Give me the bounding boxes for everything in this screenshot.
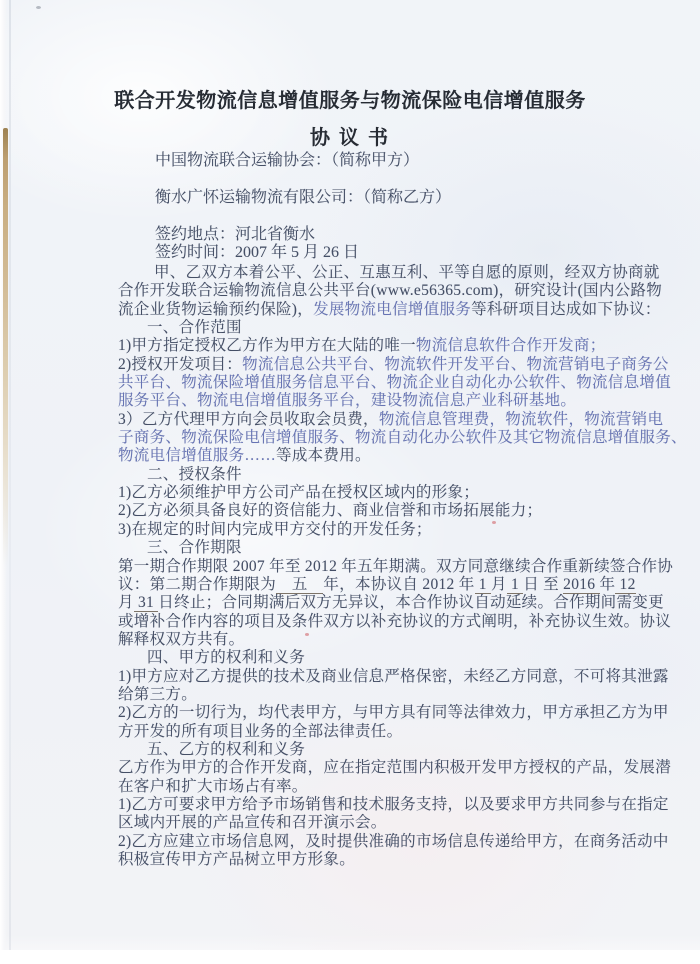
document-line	[118, 723, 663, 741]
text-segment: 给第三方。	[118, 685, 198, 703]
party-a-line: 中国物流联合运输协会：（简称甲方）	[155, 152, 420, 169]
section-heading-line	[118, 466, 663, 484]
document-line	[118, 778, 663, 796]
document-line	[118, 484, 663, 502]
text-segment: 日终止；合同期满后双方无异议，本合作协议自动延续。合作期间需变更	[158, 594, 664, 612]
document-line	[118, 631, 663, 649]
text-segment: 解释权双方共有。	[118, 630, 245, 648]
document-line	[118, 447, 663, 465]
text-segment: 一、合作范围	[147, 319, 242, 337]
document-line	[118, 759, 672, 777]
document-subtitle: 协 议 书	[310, 127, 390, 149]
document-line	[118, 521, 663, 539]
text-segment: 第一期合作期限 2007 年至 2012 年五年期满。双方同意继续合作重新续签合作协	[118, 557, 674, 575]
document-line	[118, 355, 669, 374]
text-segment: 月	[118, 594, 134, 612]
document-line	[118, 429, 687, 447]
text-segment: 物流电信增值服务……	[118, 447, 277, 465]
paper-edge-tan-strip	[3, 128, 8, 566]
document-line	[118, 301, 663, 319]
text-segment: 物流信息软件合作开发商；	[415, 337, 606, 355]
document-line	[118, 814, 663, 832]
signing-date-line: 签约时间：2007 年 5 月 26 日	[155, 244, 360, 261]
document-line	[118, 557, 674, 576]
text-segment: 甲、乙双方本着公平、公正、互惠互利、平等自愿的原则，经双方协商就	[154, 264, 660, 281]
text-segment: 年，本协议自 2012 年	[323, 575, 475, 593]
text-segment: 1)甲方指定授权乙方作为甲方在大陆的唯一	[118, 337, 416, 355]
text-segment: 二、授权条件	[147, 465, 242, 483]
document-line	[118, 686, 663, 704]
scan-artifact	[36, 6, 41, 9]
text-segment: 乙方作为甲方的合作开发商，应在指定范围内积极开发甲方授权的产品，发展潜	[118, 759, 672, 777]
document-body	[118, 264, 687, 869]
text-segment: 年	[599, 575, 616, 593]
party-b-line: 衡水广怀运输物流有限公司：（简称乙方）	[155, 189, 452, 206]
filled-in-blank: 1	[474, 575, 491, 593]
document-line	[118, 594, 663, 612]
signing-place-line: 签约地点：河北省衡水	[155, 226, 316, 243]
filled-in-blank: 12	[615, 575, 636, 593]
filled-in-blank: 五	[276, 575, 324, 593]
text-segment: 议：第二期合作期限为	[118, 575, 277, 593]
text-segment: 或增补合作内容的项目及条件双方以补充协议的方式阐明，补充协议生效。协议	[118, 612, 672, 630]
text-segment: 四、甲方的权利和义务	[147, 649, 306, 667]
section-heading-line	[118, 741, 663, 759]
text-segment: 月	[490, 575, 507, 593]
document-line	[118, 612, 672, 631]
text-segment: 方开发的所有项目业务的全部法律责任。	[118, 722, 403, 740]
section-heading-line	[118, 539, 663, 557]
text-segment: 2)授权开发项目：	[118, 355, 243, 373]
document-title: 联合开发物流信息增值服务与物流保险电信增值服务	[114, 90, 586, 112]
document-line	[118, 667, 669, 686]
text-segment: 1)甲方应对乙方提供的技术及商业信息严格保密，未经乙方同意，不可将其泄露	[118, 667, 669, 685]
text-segment: 三、合作期限	[147, 539, 242, 557]
document-line	[118, 502, 663, 520]
text-segment: 区域内开展的产品宣传和召开演示会。	[118, 814, 387, 832]
text-segment: 子商务、物流保险电信增值服务、物流自动化办公软件及其它物流信息增值服务、	[118, 429, 687, 447]
text-segment: 物流信息公共平台、物流软件开发平台、物流营销电子商务公	[242, 355, 669, 373]
document-line	[118, 411, 663, 429]
text-segment: 3)在规定的时间内完成甲方交付的开发任务；	[118, 520, 432, 538]
scan-bottom-edge	[0, 950, 700, 964]
text-segment: 发展物流电信增值服务	[313, 300, 472, 318]
filled-in-blank: 1	[506, 575, 524, 593]
text-segment: 共平台、物流保险增值服务信息平台、物流企业自动化办公软件、物流信息增值	[118, 374, 672, 392]
text-segment: 2)乙方的一切行为，均代表甲方，与甲方具有同等法律效力，甲方承担乙方为甲	[118, 704, 669, 722]
text-segment: 在客户和扩大市场占有率。	[118, 777, 308, 795]
section-heading-line	[118, 649, 663, 667]
filled-in-blank: 31	[133, 594, 159, 612]
text-segment: 服务平台、物流电信增值服务平台，	[118, 392, 371, 410]
document-line	[118, 795, 669, 814]
document-line	[118, 282, 663, 300]
text-segment: 1)乙方可要求甲方给予市场销售和技术服务支持，以及要求甲方共同参与在指定	[118, 795, 669, 813]
document-line	[118, 576, 663, 594]
text-segment: 等科研项目达成如下协议：	[471, 300, 661, 318]
text-segment: 合作开发联合运输物流信息公共平台(www.e56365.com)，研究设计(国内公路物	[118, 282, 663, 300]
document-line	[118, 392, 663, 410]
text-segment: 物流信息管理费，物流软件，物流营销电	[378, 410, 664, 428]
text-segment: 3）乙方代理甲方向会员收取会员费，	[118, 410, 379, 428]
document-line	[118, 704, 669, 722]
text-segment: 五、乙方的权利和义务	[147, 740, 306, 758]
text-segment: 2)乙方应建立市场信息网，及时提供准确的市场信息传递给甲方，在商务活动中	[118, 832, 669, 850]
document-line	[118, 851, 663, 869]
text-segment: 积极宣传甲方产品树立甲方形象。	[118, 851, 356, 868]
text-segment: 日 至	[523, 575, 564, 593]
section-heading-line	[118, 319, 663, 337]
document-line	[118, 832, 669, 851]
text-segment: 2)乙方必须具备良好的资信能力、商业信誉和市场拓展能力；	[118, 502, 543, 520]
document-line	[118, 374, 672, 392]
filled-in-blank: 2016	[563, 575, 600, 593]
text-segment: 1)乙方必须维护甲方公司产品在授权区域内的形象；	[118, 484, 480, 502]
text-segment: 流企业货物运输预约保险)，	[118, 300, 314, 318]
document-line	[118, 337, 663, 355]
text-segment: 建设物流信息产业科研基地。	[370, 392, 577, 410]
text-segment: 等成本费用。	[276, 447, 371, 465]
document-line	[118, 264, 663, 282]
